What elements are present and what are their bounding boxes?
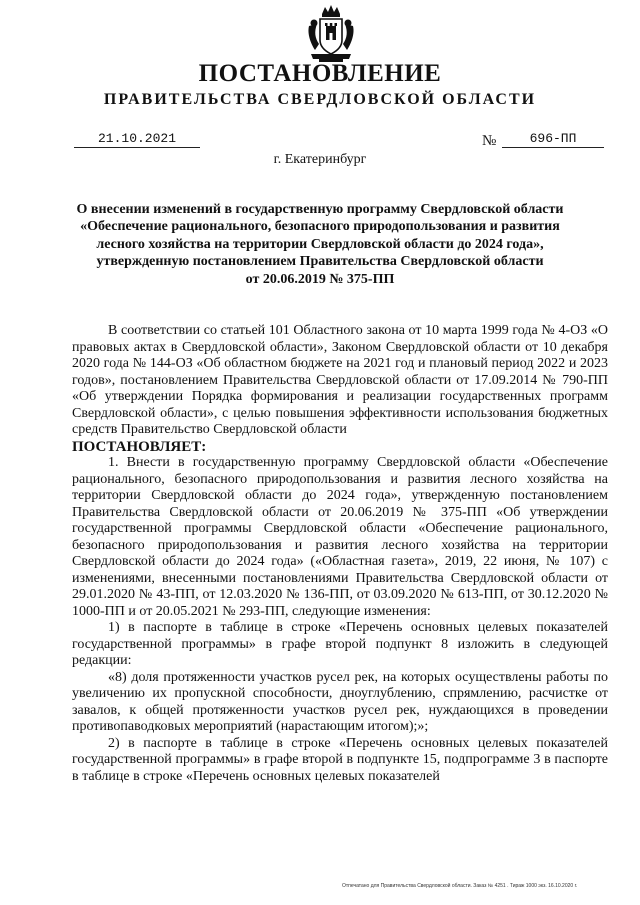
document-heading (40, 201, 600, 288)
number-sign: № (482, 133, 497, 149)
subitem-2-paragraph: 2) в паспорте в таблице в строке «Перечень основных целевых показателей государственной программы» в графе второй в подпункте 15, подпрограмме 3 в паспорте в таблице в строке «Перечень основных целевых показателей (72, 735, 608, 784)
document-number: 696-ПП (502, 131, 604, 148)
coat-of-arms-icon (305, 4, 357, 64)
heading-line: утвержденную постановлением Правительства Свердловской области (96, 254, 544, 270)
heading-line: О внесении изменений в государственную программу Свердловской области (76, 202, 564, 217)
quoted-subitem-8: «8) доля протяженности участков русел рек, на которых осуществлены работы по увеличению их пропускной способности, дноуглублению, спрямлению, расчистке от завалов, к общей протяженности участков русел рек, нуждающихся в проведении противопаводковых мероприятий (нарастающим итогом);»; (72, 669, 608, 734)
document-date: 21.10.2021 (74, 131, 200, 148)
subitem-1-paragraph: 1) в паспорте в таблице в строке «Перечень основных целевых показателей государственной программы» в графе второй подпункт 8 изложить в следующей редакции: (72, 620, 608, 668)
print-footer-note: Отпечатано для Правительства Свердловской области. Заказ № 4251 . Тираж 1000 экз. 16.10.2020 г. (342, 883, 578, 889)
heading-line: от 20.06.2019 № 375-ПП (245, 271, 395, 287)
document-body (72, 323, 608, 785)
preamble-paragraph: В соответствии со статьей 101 Областного закона от 10 марта 1999 года № 4-ОЗ «О правовых актах в Свердловской области», Законом Свердловской области от 10 декабря 2020 года № 144-ОЗ «Об областном бюджете на 2021 год и плановый период 2022 и 2023 годов», постановлением Правительства Свердловской области от 17.09.2014 № 790-ПП «Об утверждении Порядка формирования и реализации государственных программ Свердловской области», с целью повышения эффективности использования бюджетных средств Правительство Свердловской области (72, 323, 608, 437)
city: г. Екатеринбург (273, 152, 367, 167)
heading-line: лесного хозяйства на территории Свердловской области до 2024 года», (96, 236, 544, 252)
document-type-title: ПОСТАНОВЛЕНИЕ (198, 60, 442, 87)
item-1-paragraph: 1. Внести в государственную программу Свердловской области «Обеспечение рационального, безопасного природопользования и развития лесного хозяйства на территории Свердловской области до 2024 года», утвержденную постановлением Правительства Свердловской области от 20.06.2019 № 375-ПП «Об утверждении государственной программы Свердловской области «Обеспечение рационального, безопасного природопользования и развития лесного хозяйства на территории Свердловской области до 2024 года» («Областная газета», 2019, 22 июня, № 107) с изменениями, внесенными постановлениями Правительства Свердловской области от 29.01.2020 № 43-ПП, от 12.03.2020 № 136-ПП, от 03.09.2020 № 613-ПП, от 30.12.2020 № 1000-ПП и от 20.05.2021 № 293-ПП, следующие изменения: (72, 455, 608, 619)
issuing-authority: ПРАВИТЕЛЬСТВА СВЕРДЛОВСКОЙ ОБЛАСТИ (103, 91, 537, 108)
heading-line: «Обеспечение рационального, безопасного природопользования и развития (80, 219, 560, 235)
resolves-heading: ПОСТАНОВЛЯЕТ: (72, 438, 207, 455)
